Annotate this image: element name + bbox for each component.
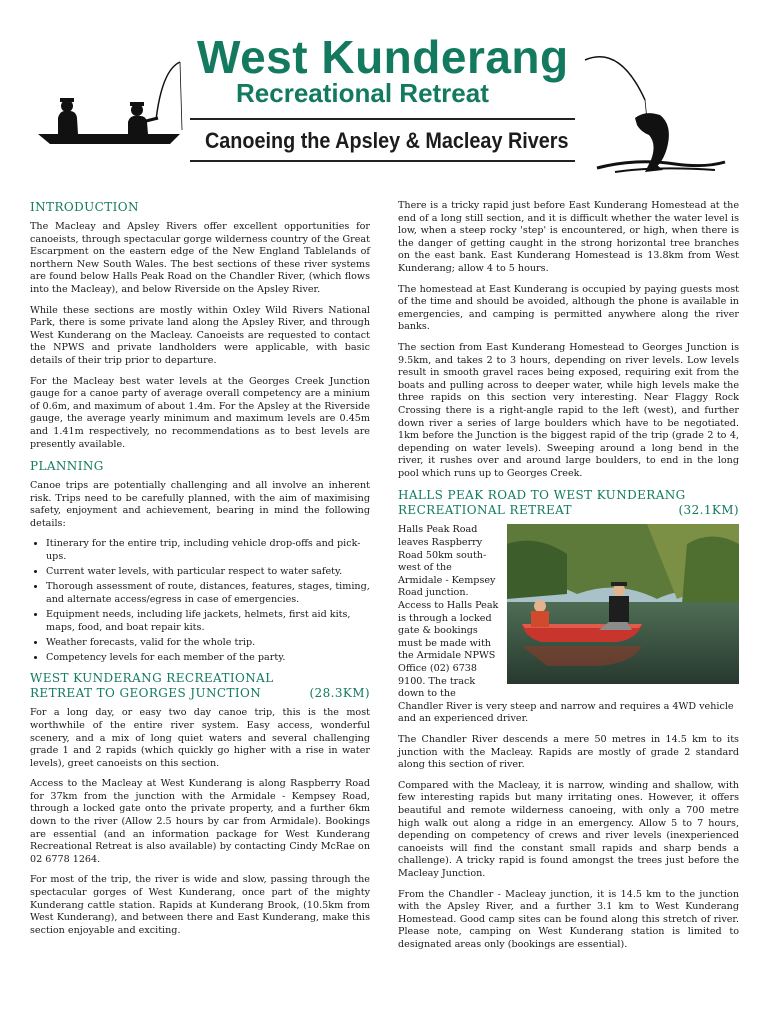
canoe-photo xyxy=(507,524,739,684)
planning-paragraph: Canoe trips are potentially challenging and all involve an inherent risk. Trips need to be carefully planned, with the aim of maximising safety, enjoyment and achievement, bearing in mind the following details: xyxy=(30,480,370,529)
section-paragraph: Access to the Macleay at West Kunderang is along Raspberry Road for 37km from the junction with the Armidale - Kempsey Road, through a locked gate onto the private property, and a further 6km down to the river (Allow 2.5 hours by car from Armidale). Bookings are essential (and an information package for West Kunderang Recreational Retreat is also available) by contacting Cindy McRae on 02 6778 1264. xyxy=(30,778,370,865)
list-item: • Itinerary for the entire trip, including vehicle drop-offs and pick-ups. xyxy=(46,538,370,563)
section-paragraph: From the Chandler - Macleay junction, it is 14.5 km to the junction with the Apsley River, and a further 3.1 km to West Kunderang Homestead. Good camp sites can be found along this stretch of river. Please note, camping on West Kunderang station is limited to designated areas only (bookings are essential). xyxy=(398,888,739,950)
section-paragraph: Halls Peak Road leaves Raspberry Road 50km south-west of the Armidale - Kempsey Road junction. Access to Halls Peak is through a locked gate & bookings must be made with the Armidale NPWS Office (02) 6738 9100. The track down to the Chandler River is very steep and narrow and requires a 4WD vehicle and an experienced driver. xyxy=(398,524,734,725)
section-paragraph: The Chandler River descends a mere 50 metres in 14.5 km to its junction with the Macleay. Rapids are mostly of grade 2 standard along this section of river. xyxy=(398,733,739,771)
intro-paragraph: For the Macleay best water levels at the Georges Creek Junction gauge for a canoe party of average overall competency are a minium of 0.6m, and maximum of about 1.4m. For the Apsley at the Riverside gauge, the average yearly minimum and maximum levels are 0.45m and 1.41m respectively, no recommendations as to best levels are presently available. xyxy=(30,375,370,450)
right-column xyxy=(398,200,739,959)
section-paragraph: For a long day, or easy two day canoe trip, this is the most worthwhile of the entire river system. Easy access, wonderful scenery, and a mix of long quiet waters and several challenging grade 1 and 2 rapids (which quickly go higher with a rise in water levels), greet canoeists on this section. xyxy=(30,707,370,769)
heading-line: RECREATIONAL RETREAT xyxy=(398,503,572,518)
section-paragraph: For most of the trip, the river is wide and slow, passing through the spectacular gorges of West Kunderang, once part of the mighty Kunderang cattle station. Rapids at Kunderang Brook, (10.5km from West Kunderang), and between there and East Kunderang, make this section enjoyable and exciting. xyxy=(30,874,370,936)
header-rule-bottom xyxy=(190,160,575,162)
body-paragraph: There is a tricky rapid just before East Kunderang Homestead at the end of a long still section, and it is difficult whether the water level is low, when a steep rocky 'step' is encountered, or high, when there is the danger of getting caught in the strong horizontal tree branches on the east bank. East Kunderang Homestead is 13.8km from West Kunderang; allow 4 to 5 hours. xyxy=(398,200,739,274)
page-header xyxy=(0,0,768,195)
heading-line: HALLS PEAK ROAD TO WEST KUNDERANG xyxy=(398,488,686,503)
list-item: • Current water levels, with particular respect to water safety. xyxy=(46,566,370,579)
intro-heading: INTRODUCTION xyxy=(30,200,139,214)
page-subtitle: Recreational Retreat xyxy=(236,78,489,108)
header-rule-top xyxy=(190,118,575,120)
heading-line: WEST KUNDERANG RECREATIONAL xyxy=(30,671,274,686)
page-title: West Kunderang xyxy=(197,31,569,83)
body-paragraph: The section from East Kunderang Homestead to Georges Junction is 9.5km, and takes 2 to 3 hours, depending on river levels. Low levels result in smooth gravel races being exposed, requiring exit from the boats and pulling across to deeper water, while high levels make the three rapids on this section very interesting. Near Flaggy Rock Crossing there is a right-angle rapid to the left (west), and further down river a series of large boulders which have to be negotiated. 1km before the Junction is the biggest rapid of the trip (grade 2 to 4, depending on water levels). Sweeping around a long bend in the river, it rushes over and around large boulders, to end in the long pool which runs up to Georges Creek. xyxy=(398,341,739,479)
heading-line: RETREAT TO GEORGES JUNCTION xyxy=(30,686,262,701)
canoe-photo-image xyxy=(507,524,739,684)
list-item: • Weather forecasts, valid for the whole trip. xyxy=(46,637,370,650)
west-kunderang-section-heading xyxy=(30,671,370,701)
intro-paragraph: The Macleay and Apsley Rivers offer excellent opportunities for canoeists, through spectacular gorge wilderness country of the Great Escarpment on the eastern edge of the New England Tablelands of northern New South Wales. The best sections of these river systems are found below Halls Peak Road on the Chandler River, (which flows into the Macleay), and below Riverside on the Apsley River. xyxy=(30,221,370,295)
planning-list xyxy=(30,538,370,664)
list-item: • Equipment needs, including life jackets, helmets, first aid kits, maps, food, and boat repair kits. xyxy=(46,609,370,634)
fishing-boat-icon xyxy=(30,60,190,150)
section-distance: (32.1KM) xyxy=(678,503,739,518)
intro-paragraph: While these sections are mostly within Oxley Wild Rivers National Park, there is some private land along the Apsley River, and through West Kunderang on the Macleay. Canoeists are requested to contact the NPWS and private landholders were applicable, with basic details of their trip prior to departure. xyxy=(30,304,370,366)
halls-peak-section-heading xyxy=(398,488,739,518)
list-item: • Thorough assessment of route, distances, features, stages, timing, and alternate access/egress in case of emergencies. xyxy=(46,581,370,606)
body-paragraph: The homestead at East Kunderang is occupied by paying guests most of the time and should be avoided, although the phone is available in emergencies, and camping is permitted anywhere along the river banks. xyxy=(398,283,739,333)
list-item: • Competency levels for each member of the party. xyxy=(46,652,370,665)
jumping-fish-icon xyxy=(575,40,735,175)
section-distance: (28.3KM) xyxy=(309,686,370,701)
left-column xyxy=(30,200,370,945)
planning-heading: PLANNING xyxy=(30,459,104,474)
page-tagline: Canoeing the Apsley & Macleay Rivers xyxy=(205,128,569,153)
section-paragraph: Compared with the Macleay, it is narrow, winding and shallow, with few interesting rapids but many irritating ones. However, it offers beautiful and remote wilderness canoeing, with only a 700 metre high walk out along a ridge in an emergency. Allow 5 to 7 hours, depending on competency of crews and river levels (inexperienced canoeists will find the constant small rapids and sharp bends a challenge). A tricky rapid is found amongst the trees just before the Macleay Junction. xyxy=(398,779,739,879)
